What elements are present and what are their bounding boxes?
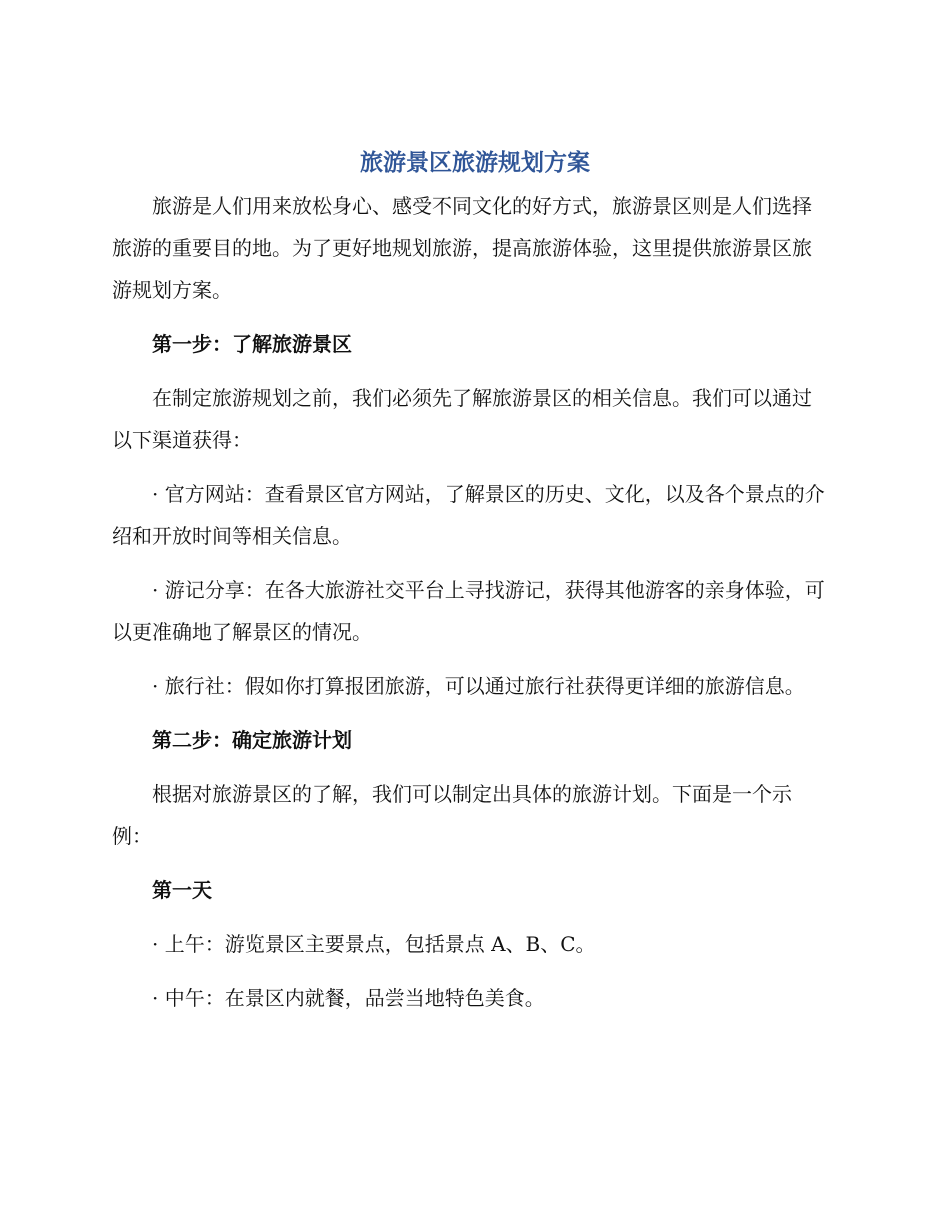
step2-paragraph: 根据对旅游景区的了解，我们可以制定出具体的旅游计划。下面是一个示例： (112, 782, 792, 848)
day1-heading: 第一天 (152, 878, 212, 902)
step1-item-travel-agency: · 旅行社：假如你打算报团旅游，可以通过旅行社获得更详细的旅游信息。 (152, 674, 805, 698)
document-title: 旅游景区旅游规划方案 (360, 150, 590, 176)
step1-heading: 第一步：了解旅游景区 (152, 332, 352, 356)
step1-item-official-site: · 官方网站：查看景区官方网站，了解景区的历史、文化，以及各个景点的介绍和开放时间等相关信息。 (112, 482, 825, 548)
step1-paragraph: 在制定旅游规划之前，我们必须先了解旅游景区的相关信息。我们可以通过以下渠道获得： (112, 386, 812, 452)
intro-paragraph: 旅游是人们用来放松身心、感受不同文化的好方式，旅游景区则是人们选择旅游的重要目的地。为了更好地规划旅游，提高旅游体验，这里提供旅游景区旅游规划方案。 (112, 194, 812, 302)
document-body (112, 185, 830, 1031)
day1-item-noon: · 中午：在景区内就餐，品尝当地特色美食。 (152, 986, 545, 1010)
step2-heading: 第二步：确定旅游计划 (152, 728, 352, 752)
step1-item-travel-notes: · 游记分享：在各大旅游社交平台上寻找游记，获得其他游客的亲身体验，可以更准确地了解景区的情况。 (112, 578, 825, 644)
day1-item-morning: · 上午：游览景区主要景点，包括景点 A、B、C。 (152, 932, 596, 956)
